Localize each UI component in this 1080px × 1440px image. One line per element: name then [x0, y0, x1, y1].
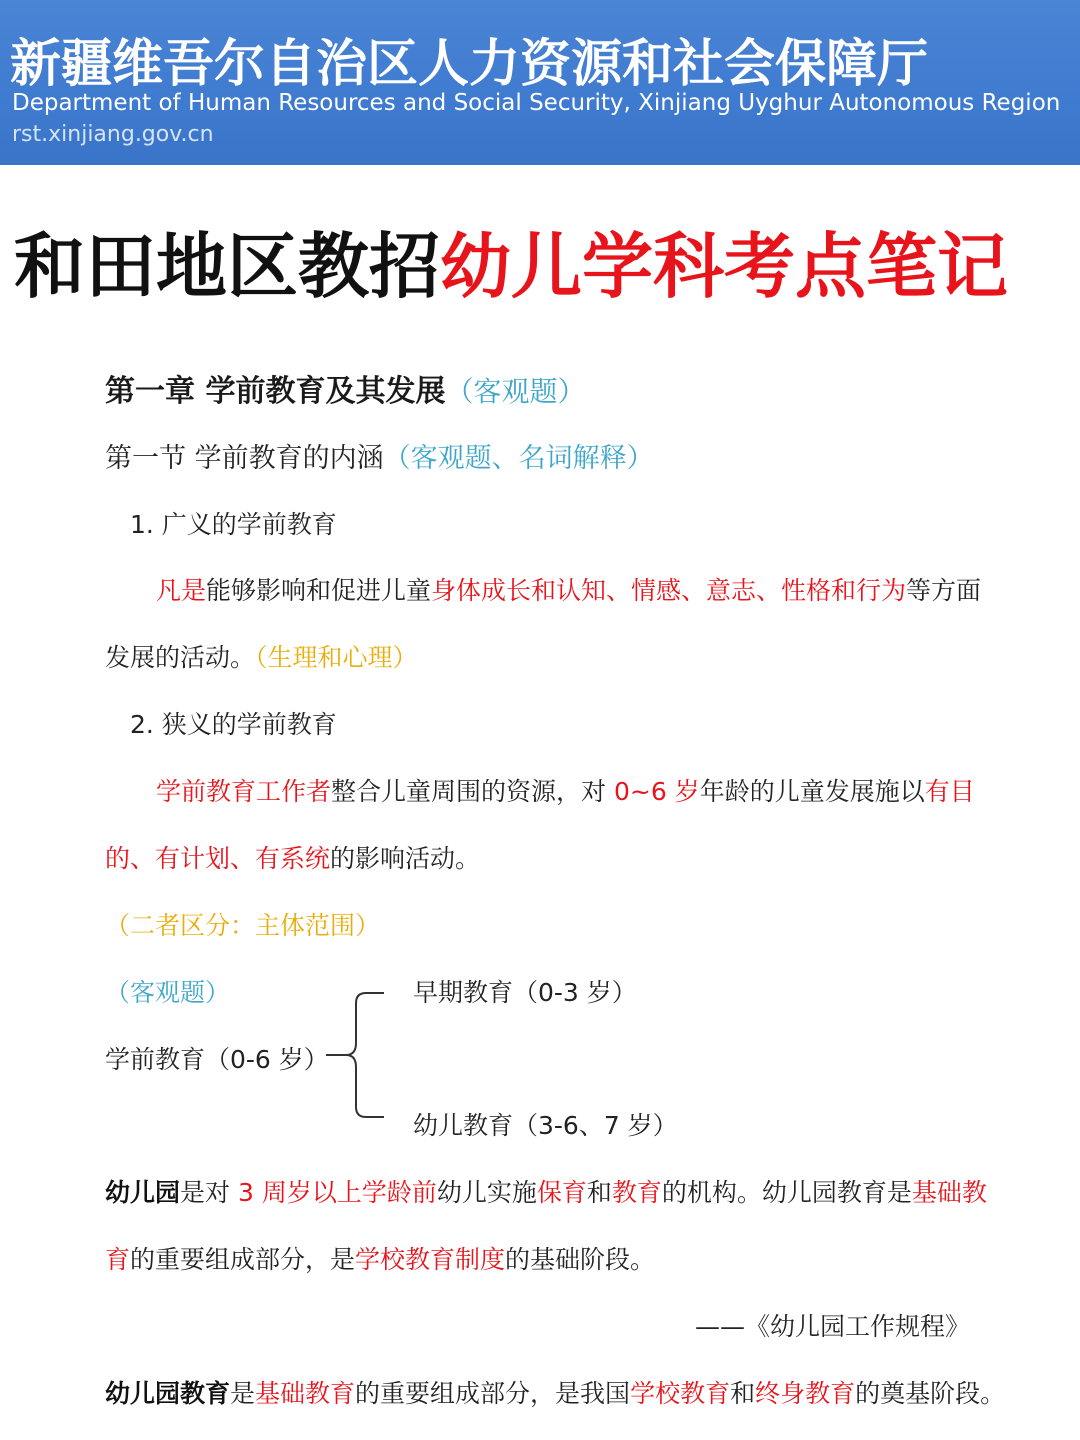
diagram-tag: （客观题） [105, 978, 231, 1007]
item1-text-1: 凡是 [156, 576, 207, 605]
kg1-text-11: 的重要组成部分，是 [130, 1245, 356, 1274]
kg1-text-9: 基础教 [911, 1178, 987, 1207]
kg1-text-5: 保育 [536, 1178, 587, 1207]
brace-icon [318, 985, 388, 1125]
kg2-text-7: 终身教育 [755, 1379, 856, 1408]
banner-title-en: Department of Human Resources and Social Security, Xinjiang Uyghur Autonomous Region [12, 90, 1061, 116]
kg1-text-7: 教育 [611, 1178, 662, 1207]
diagram-kindergarten-education: 幼儿教育（3-6、7 岁） [413, 1111, 678, 1140]
item1-text-3: 身体成长和认知、情感、意志、性格和行为 [431, 576, 907, 605]
distinction-note: （二者区分：主体范围） [105, 911, 381, 940]
kg2-text-8: 的奠基阶段。 [855, 1379, 1006, 1408]
banner-title-cn: 新疆维吾尔自治区人力资源和社会保障厅 [10, 35, 929, 94]
kg2-text-4: 的重要组成部分，是我国 [355, 1379, 631, 1408]
kg1-text-3: 3 周岁以上学龄前 [237, 1178, 437, 1207]
item1-title: 1. 广义的学前教育 [130, 510, 337, 539]
headline-red: 幼儿学科考点笔记 [440, 225, 1009, 308]
section-title-text: 第一节 学前教育的内涵 [105, 443, 384, 474]
kg1-text-1: 幼儿园 [105, 1178, 181, 1207]
chapter-title-text: 第一章 学前教育及其发展 [105, 374, 446, 409]
kg1-text-10: 育 [105, 1245, 131, 1274]
kg1-text-8: 的机构。幼儿园教育是 [661, 1178, 912, 1207]
diagram-root: 学前教育（0-6 岁） [105, 1045, 329, 1074]
item1-text-4: 等方面 [906, 576, 982, 605]
citation: ——《幼儿园工作规程》 [695, 1312, 971, 1341]
kg2-text-6: 和 [730, 1379, 756, 1408]
item2-para-line1 [156, 772, 975, 808]
kg1-text-13: 的基础阶段。 [505, 1245, 656, 1274]
item1-para-line1 [156, 571, 981, 607]
banner-url[interactable]: rst.xinjiang.gov.cn [12, 122, 214, 147]
item1-text-6: （生理和心理） [255, 643, 418, 672]
item1-text-5: 发展的活动。 [105, 643, 256, 672]
kindergarten-education-para [105, 1374, 1005, 1410]
item2-text-4: 年龄的儿童发展施以 [699, 777, 925, 806]
item2-para-line2 [105, 839, 480, 875]
chapter-tag: （客观题） [445, 375, 586, 408]
headline-black: 和田地区教招 [14, 225, 441, 308]
item2-title: 2. 狭义的学前教育 [130, 710, 337, 739]
kg2-text-2: 是 [230, 1379, 256, 1408]
item2-text-6: 的、有计划、有系统 [105, 844, 331, 873]
item2-text-2: 整合儿童周围的资源，对 [331, 777, 614, 806]
item1-text-2: 能够影响和促进儿童 [206, 576, 432, 605]
item2-text-5: 有目 [924, 777, 975, 806]
section-title [105, 436, 654, 475]
kg1-text-6: 和 [586, 1178, 612, 1207]
kg2-text-1: 幼儿园教育 [105, 1379, 231, 1408]
header-banner [0, 0, 1080, 165]
item2-text-7: 的影响活动。 [330, 844, 481, 873]
section-tag: （客观题、名词解释） [383, 443, 654, 474]
kg2-text-3: 基础教育 [255, 1379, 356, 1408]
kg2-text-5: 学校教育 [630, 1379, 731, 1408]
item1-para-line2 [105, 638, 418, 674]
kindergarten-para-line2 [105, 1240, 655, 1276]
kg1-text-2: 是对 [180, 1178, 238, 1207]
kindergarten-para-line1 [105, 1173, 987, 1209]
kg1-text-4: 幼儿实施 [436, 1178, 537, 1207]
item2-text-3: 0~6 岁 [613, 777, 700, 806]
diagram-early-education: 早期教育（0-3 岁） [413, 978, 637, 1007]
chapter-title [105, 366, 585, 410]
item2-text-1: 学前教育工作者 [156, 777, 332, 806]
page-headline [14, 210, 1008, 312]
kg1-text-12: 学校教育制度 [355, 1245, 506, 1274]
